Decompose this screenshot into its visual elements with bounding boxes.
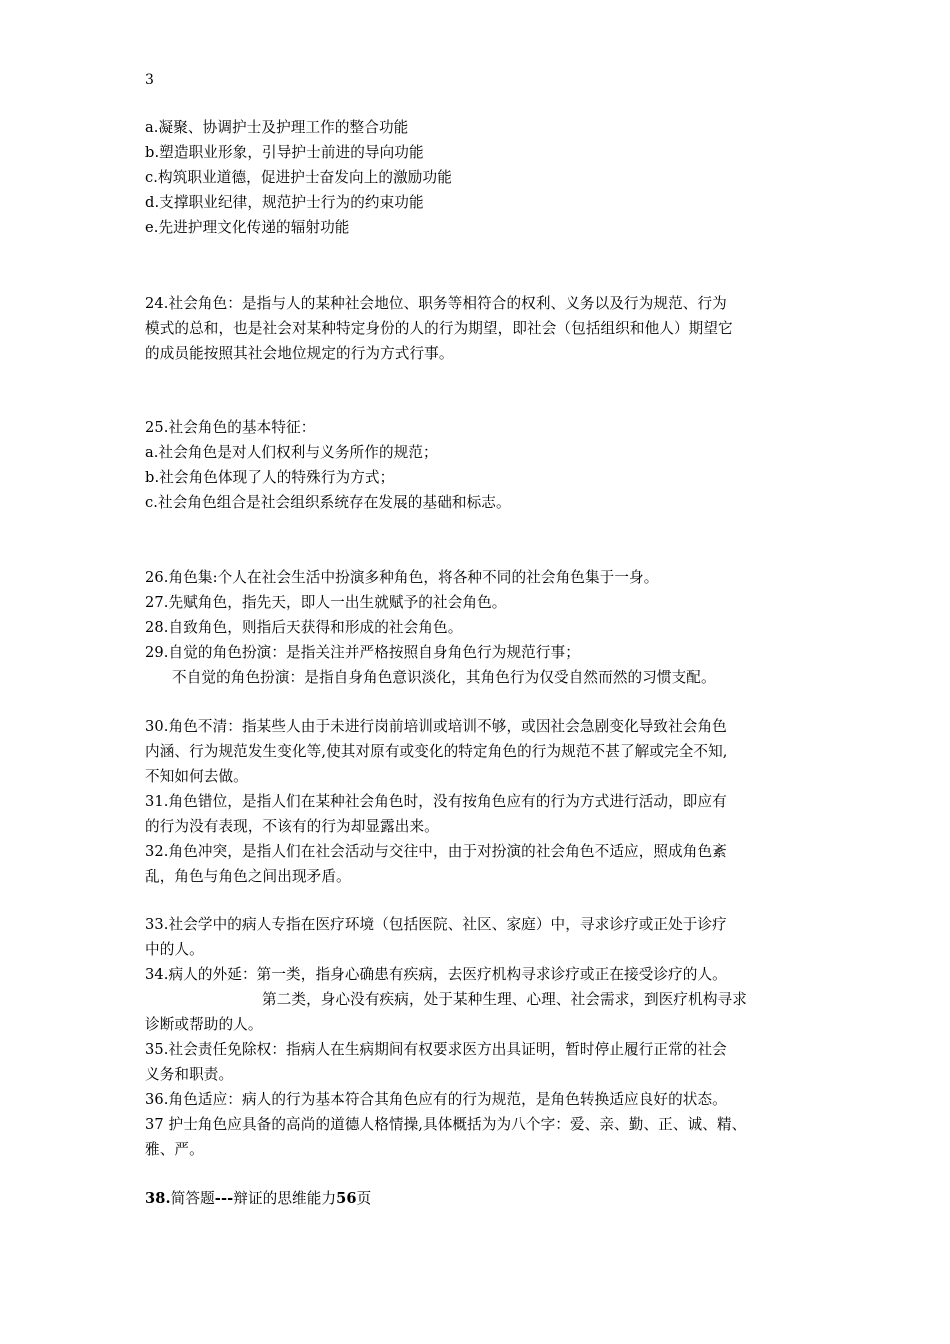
item-38-page-number: 56 (336, 1190, 357, 1207)
item-24-line: 的成员能按照其社会地位规定的行为方式行事。 (145, 345, 454, 362)
item-29-line-b: 不自觉的角色扮演：是指自身角色意识淡化，其角色行为仅受自然而然的习惯支配。 (172, 669, 716, 686)
item-36-line: 36.角色适应：病人的行为基本符合其角色应有的行为规范，是角色转换适应良好的状态。 (145, 1091, 727, 1108)
item-34-line-b: 第二类，身心没有疾病，处于某种生理、心理、社会需求，到医疗机构寻求 (262, 991, 747, 1008)
function-item: a.凝聚、协调护士及护理工作的整合功能 (145, 119, 409, 136)
item-28-line: 28.自致角色，则指后天获得和形成的社会角色。 (145, 619, 463, 636)
item-33-line: 中的人。 (145, 941, 204, 958)
item-35-line: 义务和职责。 (145, 1066, 234, 1083)
item-34-line: 诊断或帮助的人。 (145, 1016, 263, 1033)
function-item: e.先进护理文化传递的辐射功能 (145, 219, 350, 236)
item-25-line: b.社会角色体现了人的特殊行为方式； (145, 469, 395, 486)
item-38-line (145, 1189, 371, 1209)
item-30-line: 不知如何去做。 (145, 768, 248, 785)
item-38-page-suffix: 页 (356, 1190, 372, 1207)
item-25-line: 25.社会角色的基本特征： (145, 419, 316, 436)
item-38-topic: 辩证的思维能力 (233, 1190, 337, 1207)
item-27-line: 27.先赋角色，指先天，即人一出生就赋予的社会角色。 (145, 594, 507, 611)
item-38-text: 简答题 (170, 1190, 215, 1207)
item-25-line: c.社会角色组合是社会组织系统存在发展的基础和标志。 (145, 494, 511, 511)
item-33-line: 33.社会学中的病人专指在医疗环境（包括医院、社区、家庭）中，寻求诊疗或正处于诊疗 (145, 916, 727, 933)
item-38-number: 38. (145, 1190, 171, 1207)
item-34-line: 34.病人的外延：第一类，指身心确患有疾病，去医疗机构寻求诊疗或正在接受诊疗的人。 (145, 966, 727, 983)
item-24-line: 模式的总和，也是社会对某种特定身份的人的行为期望，即社会（包括组织和他人）期望它 (145, 320, 733, 337)
function-item: d.支撑职业纪律，规范护士行为的约束功能 (145, 194, 424, 211)
item-24-line: 24.社会角色：是指与人的某种社会地位、职务等相符合的权利、义务以及行为规范、行为 (145, 295, 727, 312)
item-32-line: 乱，角色与角色之间出现矛盾。 (145, 868, 351, 885)
item-31-line: 31.角色错位，是指人们在某种社会角色时，没有按角色应有的行为方式进行活动，即应有 (145, 793, 727, 810)
function-item: c.构筑职业道德，促进护士奋发向上的激励功能 (145, 169, 452, 186)
item-31-line: 的行为没有表现，不该有的行为却显露出来。 (145, 818, 439, 835)
item-30-line: 30.角色不清：指某些人由于未进行岗前培训或培训不够，或因社会急剧变化导致社会角色 (145, 718, 727, 735)
item-25-line: a.社会角色是对人们权利与义务所作的规范； (145, 444, 438, 461)
item-37-line: 雅、严。 (145, 1141, 204, 1158)
page-number: 3 (145, 72, 154, 88)
item-38-dashes: --- (214, 1190, 234, 1207)
item-35-line: 35.社会责任免除权：指病人在生病期间有权要求医方出具证明，暂时停止履行正常的社会 (145, 1041, 727, 1058)
item-26-line: 26.角色集:个人在社会生活中扮演多种角色，将各种不同的社会角色集于一身。 (145, 569, 659, 586)
item-30-line: 内涵、行为规范发生变化等,使其对原有或变化的特定角色的行为规范不甚了解或完全不知, (145, 743, 728, 760)
function-item: b.塑造职业形象，引导护士前进的导向功能 (145, 144, 424, 161)
item-32-line: 32.角色冲突，是指人们在社会活动与交往中，由于对扮演的社会角色不适应，照成角色紊 (145, 843, 727, 860)
item-29-line: 29.自觉的角色扮演：是指关注并严格按照自身角色行为规范行事； (145, 644, 580, 661)
item-37-line: 37 护士角色应具备的高尚的道德人格情操,具体概括为为八个字：爱、亲、勤、正、诚、精、 (145, 1116, 747, 1133)
